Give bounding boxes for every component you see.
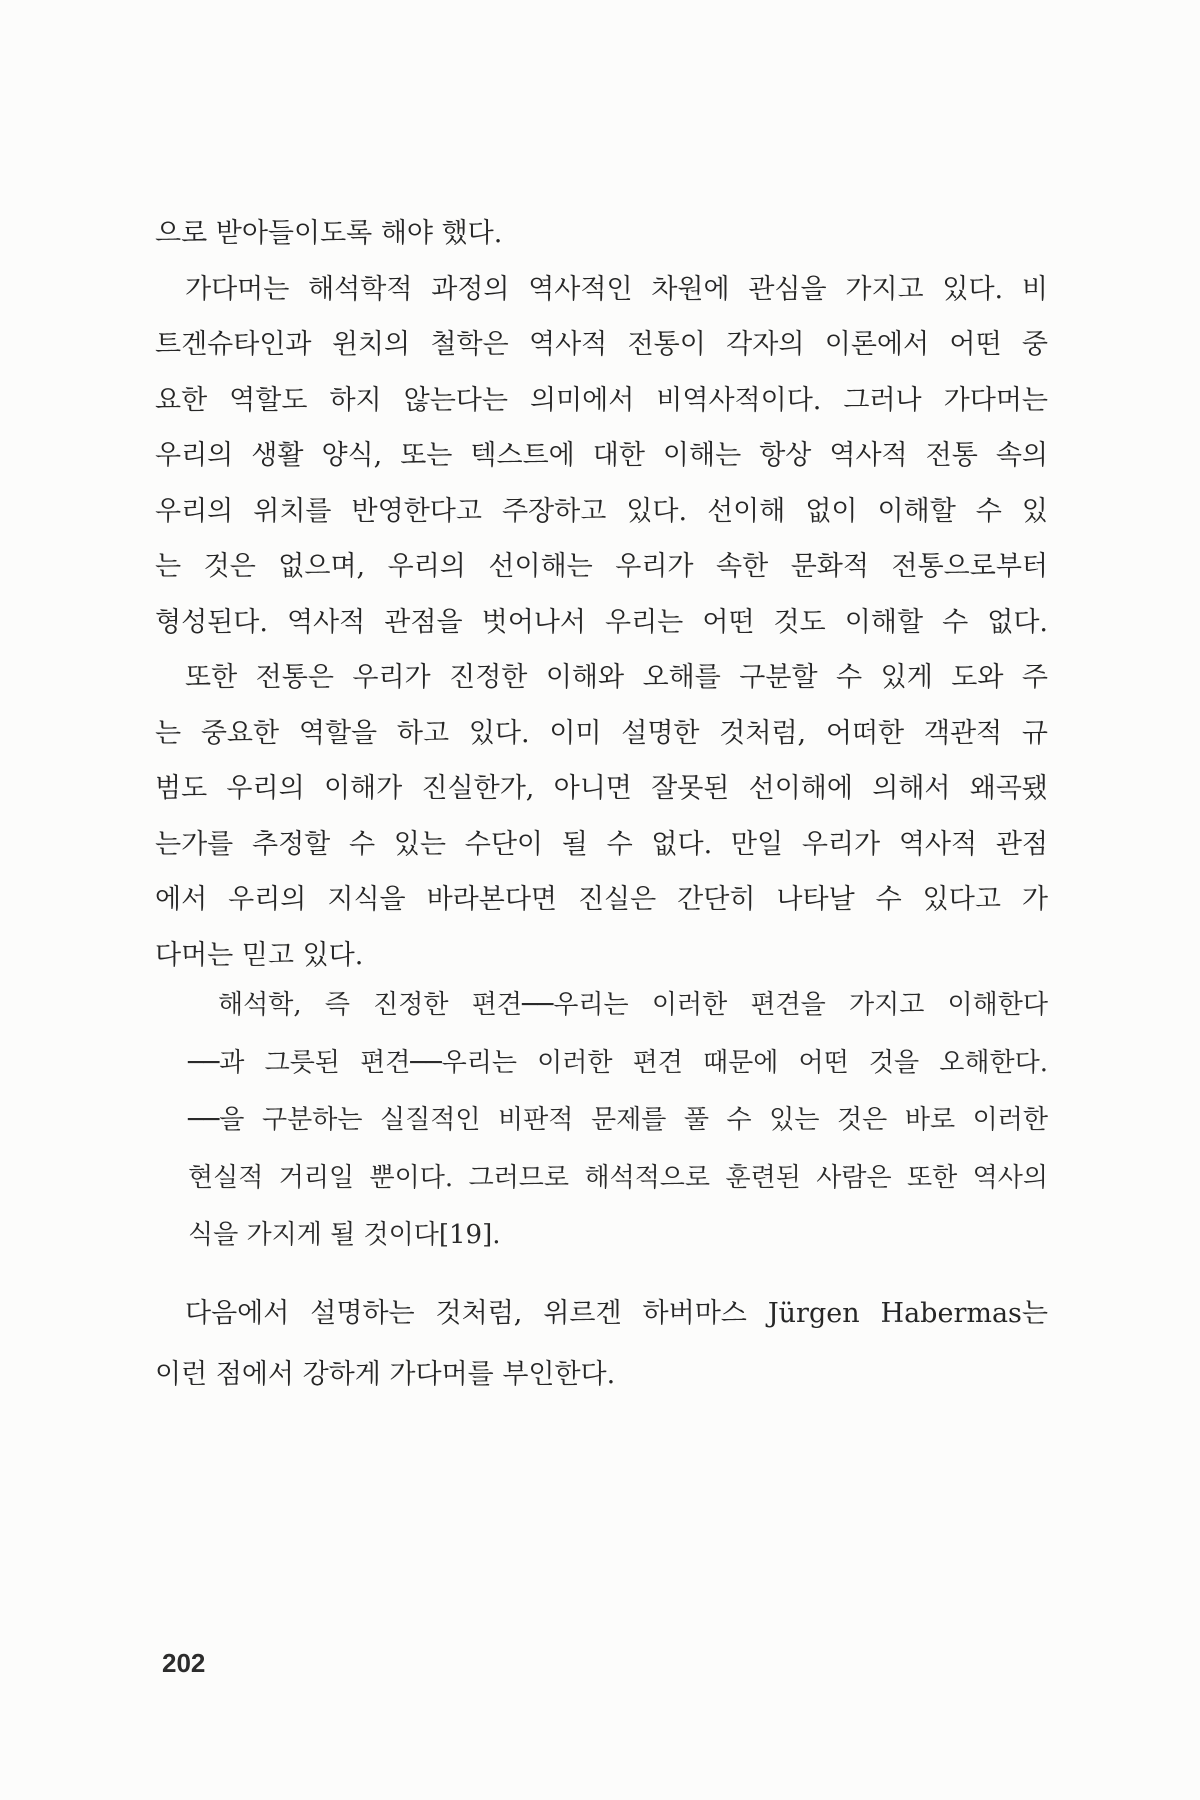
text-line: 다머는 믿고 있다. [155, 939, 364, 971]
text-line: 요한 역할도 하지 않는다는 의미에서 비역사적이다. 그러나 가다머는 [155, 384, 1048, 416]
text-line: 는가를 추정할 수 있는 수단이 될 수 없다. 만일 우리가 역사적 관점 [155, 828, 1048, 860]
text-line: 는 중요한 역할을 하고 있다. 이미 설명한 것처럼, 어떠한 객관적 규 [155, 717, 1048, 749]
text-line: 다음에서 설명하는 것처럼, 위르겐 하버마스 Jürgen Habermas는 [185, 1298, 1048, 1329]
quote-line: ──과 그릇된 편견──우리는 이러한 편견 때문에 어떤 것을 오해한다. [188, 1047, 1048, 1078]
quote-line: 해석학, 즉 진정한 편견──우리는 이러한 편견을 가지고 이해한다 [218, 990, 1048, 1020]
page-number: 202 [162, 1648, 206, 1678]
block-quote [188, 977, 1048, 1265]
quote-line: ──을 구분하는 실질적인 비판적 문제를 풀 수 있는 것은 바로 이러한 [188, 1105, 1048, 1135]
quote-line: 현실적 거리일 뿐이다. 그러므로 해석적으로 훈련된 사람은 또한 역사의 [188, 1162, 1048, 1193]
text-line: 트겐슈타인과 윈치의 철학은 역사적 전통이 각자의 이론에서 어떤 중 [155, 329, 1048, 360]
text-line: 으로 받아들이도록 해야 했다. [155, 218, 503, 249]
text-line: 가다머는 해석학적 과정의 역사적인 차원에 관심을 가지고 있다. 비 [185, 273, 1048, 305]
text-line: 또한 전통은 우리가 진정한 이해와 오해를 구분할 수 있게 도와 주 [185, 662, 1048, 693]
text-line: 에서 우리의 지식을 바라본다면 진실은 간단히 나타날 수 있다고 가 [155, 884, 1048, 915]
text-line: 우리의 생활 양식, 또는 텍스트에 대한 이해는 항상 역사적 전통 속의 [155, 440, 1048, 471]
text-line: 는 것은 없으며, 우리의 선이해는 우리가 속한 문화적 전통으로부터 [155, 551, 1048, 582]
closing-paragraph [155, 1283, 1048, 1405]
text-line: 우리의 위치를 반영한다고 주장하고 있다. 선이해 없이 이해할 수 있 [155, 495, 1048, 527]
text-line: 형성된다. 역사적 관점을 벗어나서 우리는 어떤 것도 이해할 수 없다. [155, 606, 1048, 638]
main-paragraphs [155, 206, 1048, 983]
text-line: 이런 점에서 강하게 가다머를 부인한다. [155, 1359, 616, 1390]
quote-line: 식을 가지게 될 것이다[19]. [188, 1220, 501, 1250]
text-line: 범도 우리의 이해가 진실한가, 아니면 잘못된 선이해에 의해서 왜곡됐 [155, 773, 1048, 804]
